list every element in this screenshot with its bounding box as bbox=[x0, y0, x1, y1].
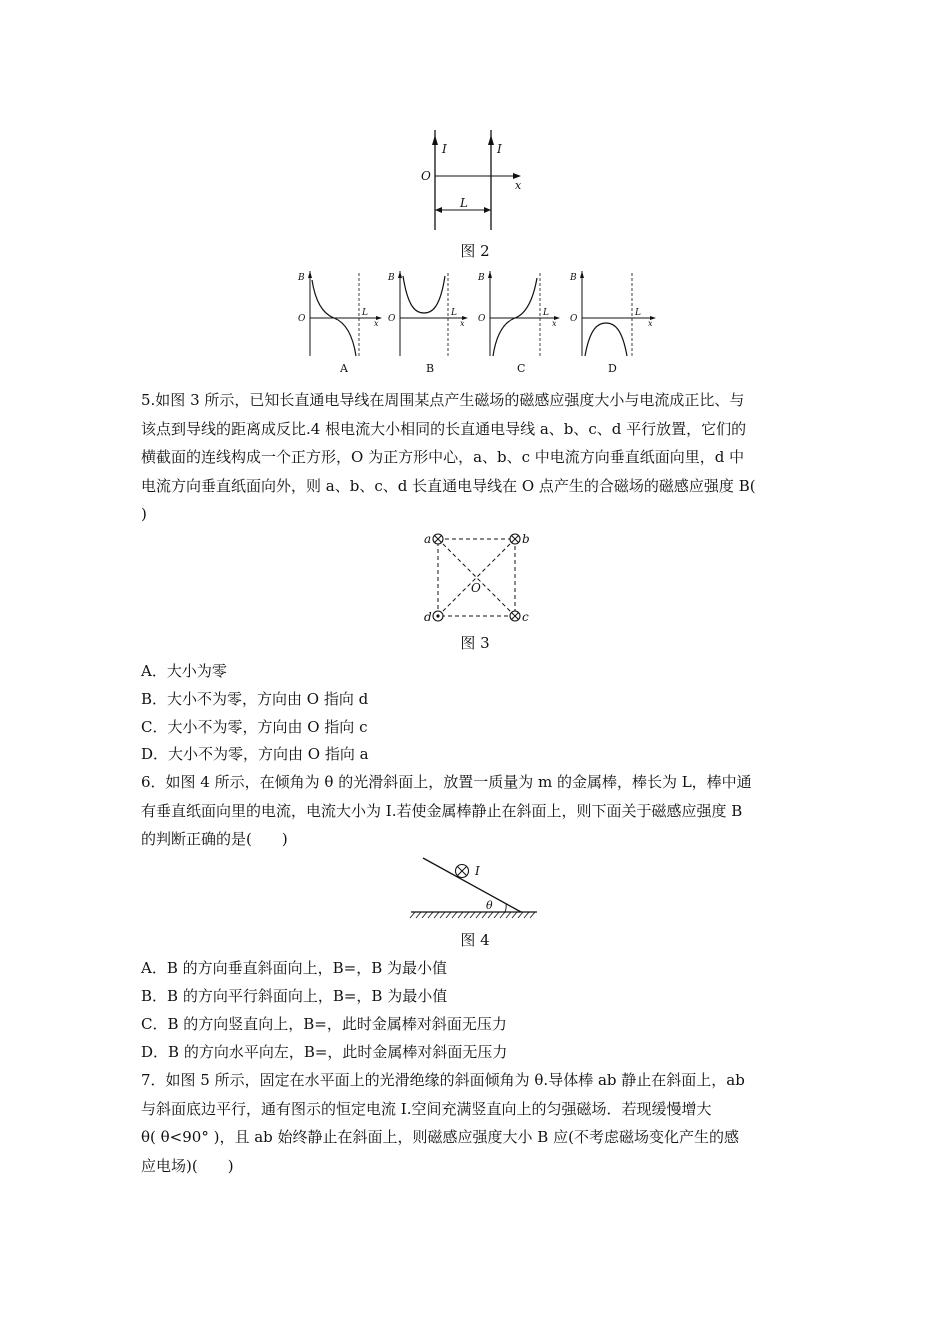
q5-line: 5.如图 3 所示，已知长直通电导线在周围某点产生磁场的磁感应强度大小与电流成正比、与 bbox=[141, 391, 745, 409]
wire-b-into-page-icon bbox=[510, 534, 520, 544]
graph-b-label: B bbox=[426, 362, 435, 375]
graph-a-axis-L: L bbox=[362, 308, 368, 318]
graph-b-axis-x: x bbox=[460, 319, 465, 328]
q6-line: 有垂直纸面向里的电流，电流大小为 I.若使金属棒静止在斜面上，则下面关于磁感应强度 B bbox=[141, 801, 743, 820]
graph-c-axis-B: B bbox=[478, 273, 485, 283]
fig2-label-x: x bbox=[515, 179, 522, 192]
q6-option-c: C．B 的方向竖直向上，B=，此时金属棒对斜面无压力 bbox=[141, 1015, 507, 1033]
q6-option-a: A．B 的方向垂直斜面向上，B=，B 为最小值 bbox=[141, 959, 448, 977]
figure-3-diagram bbox=[418, 528, 534, 626]
figure-2-diagram bbox=[415, 125, 535, 235]
figure-3-caption: 图 3 bbox=[460, 634, 490, 652]
graph-b bbox=[387, 271, 468, 375]
graph-b-axis-L: L bbox=[451, 308, 457, 318]
fig2-label-I-left: I bbox=[442, 142, 447, 156]
fig4-label-theta: θ bbox=[486, 899, 493, 912]
fig3-label-O: O bbox=[471, 581, 481, 595]
q7-line: 与斜面底边平行，通有图示的恒定电流 I.空间充满竖直向上的匀强磁场．若现缓慢增大 bbox=[141, 1099, 712, 1118]
fig2-label-L: L bbox=[460, 196, 468, 210]
graph-c bbox=[477, 271, 560, 375]
graph-a bbox=[297, 271, 382, 375]
graph-d bbox=[569, 271, 656, 375]
graph-c-label: C bbox=[517, 362, 526, 375]
q7-line: 7．如图 5 所示，固定在水平面上的光滑绝缘的斜面倾角为 θ.导体棒 ab 静止在斜面上，ab bbox=[141, 1071, 745, 1089]
wire-c-into-page-icon bbox=[510, 611, 520, 621]
answer-graphs bbox=[292, 268, 672, 376]
graph-a-axis-x: x bbox=[374, 319, 379, 328]
q7-line: θ( θ<90° )，且 ab 始终静止在斜面上，则磁感应强度大小 B 应(不考虑磁场变化产生的感 bbox=[141, 1128, 739, 1146]
figure-2-caption: 图 2 bbox=[460, 242, 490, 260]
graph-d-label: D bbox=[608, 362, 617, 375]
graph-c-axis-O: O bbox=[478, 314, 486, 324]
q6-option-d: D．B 的方向水平向左，B=，此时金属棒对斜面无压力 bbox=[141, 1043, 508, 1061]
q6-option-b: B．B 的方向平行斜面向上，B=，B 为最小值 bbox=[141, 987, 448, 1005]
q5-line: 横截面的连线构成一个正方形，O 为正方形中心，a、b、c 中电流方向垂直纸面向里，d 中 bbox=[141, 448, 745, 466]
graph-d-axis-B: B bbox=[570, 273, 577, 283]
q5-line: 该点到导线的距离成反比.4 根电流大小相同的长直通电导线 a、b、c、d 平行放置，它们的 bbox=[141, 419, 747, 438]
graph-a-axis-B: B bbox=[298, 273, 305, 283]
graph-b-axis-B: B bbox=[388, 273, 395, 283]
graph-d-axis-O: O bbox=[570, 314, 578, 324]
figure-4-caption: 图 4 bbox=[460, 931, 490, 949]
graph-d-axis-x: x bbox=[648, 319, 653, 328]
q5-option-a: A．大小为零 bbox=[141, 662, 227, 680]
q5-line: ) bbox=[141, 505, 147, 523]
question-6-text bbox=[141, 768, 813, 854]
rod-current-into-page-icon bbox=[456, 865, 469, 878]
q6-line: 6．如图 4 所示，在倾角为 θ 的光滑斜面上，放置一质量为 m 的金属棒，棒长为 L，棒中通 bbox=[141, 773, 752, 791]
graph-c-axis-x: x bbox=[552, 319, 557, 328]
wire-a-into-page-icon bbox=[433, 534, 443, 544]
graph-d-axis-L: L bbox=[635, 308, 641, 318]
graph-a-label: A bbox=[340, 362, 348, 375]
q5-line: 电流方向垂直纸面向外，则 a、b、c、d 长直通电导线在 O 点产生的合磁场的磁感应强度 B( bbox=[141, 476, 756, 495]
fig3-label-d: d bbox=[424, 610, 432, 624]
fig4-label-I: I bbox=[475, 864, 480, 878]
graph-b-axis-O: O bbox=[388, 314, 396, 324]
q5-option-c: C．大小不为零，方向由 O 指向 c bbox=[141, 718, 368, 736]
question-5-text bbox=[141, 386, 813, 529]
question-7-text bbox=[141, 1066, 813, 1180]
graph-a-axis-O: O bbox=[298, 314, 306, 324]
wire-d-out-of-page-icon bbox=[433, 611, 443, 621]
graph-c-axis-L: L bbox=[543, 308, 549, 318]
q5-option-b: B．大小不为零，方向由 O 指向 d bbox=[141, 690, 369, 708]
q6-line: 的判断正确的是( ) bbox=[141, 830, 288, 848]
fig2-label-I-right: I bbox=[497, 142, 502, 156]
fig3-label-b: b bbox=[522, 532, 530, 546]
q7-line: 应电场)( ) bbox=[141, 1156, 234, 1175]
q5-option-d: D．大小不为零，方向由 O 指向 a bbox=[141, 745, 369, 763]
figure-4-diagram bbox=[405, 852, 545, 922]
fig3-label-c: c bbox=[522, 610, 529, 624]
fig3-label-a: a bbox=[424, 532, 432, 546]
fig2-label-O: O bbox=[421, 169, 431, 183]
